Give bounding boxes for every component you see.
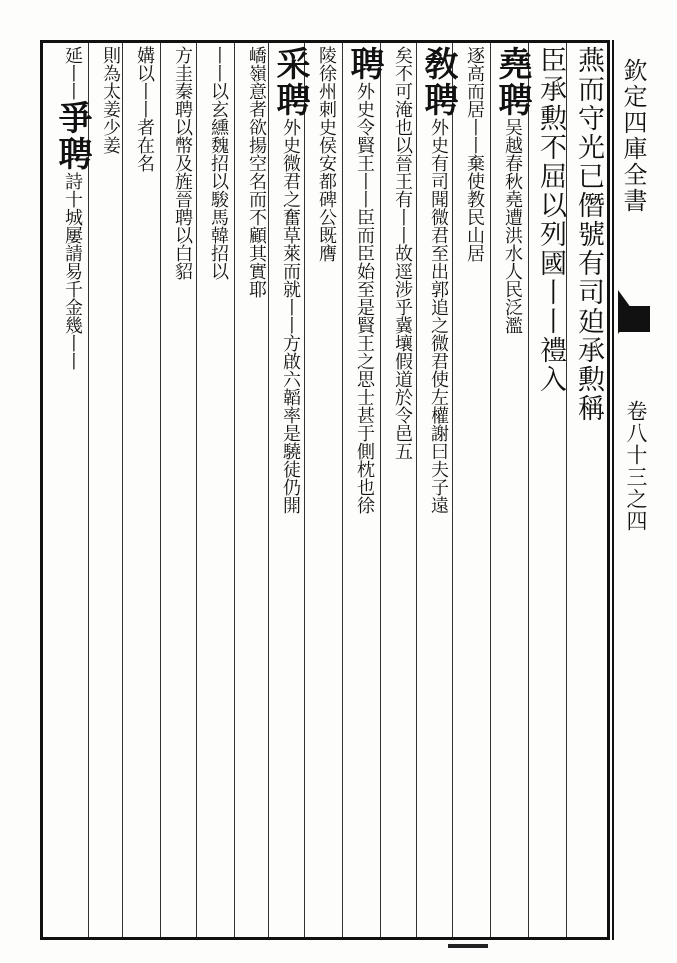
text-column [90, 46, 130, 936]
column-text: 外史微君之奮草萊而就丨丨方啟六韜率是驍徒仍開 [280, 118, 301, 514]
column-text: 陵徐州刺史侯安都碑公既膺 [316, 46, 337, 262]
header-title: 欽定四庫全書 [619, 58, 647, 214]
text-column [382, 46, 422, 936]
text-column [270, 46, 310, 936]
text-column [124, 46, 164, 936]
column-text: 詩十城屢請易千金幾丨丨 [62, 172, 83, 370]
column-text: 嶠嶺意者欲揚空名而不顧其實耶 [246, 46, 267, 298]
column-text: 矣不可淹也以晉王有丨丨故逕涉乎冀壤假道於令邑五 [392, 46, 413, 460]
entry-heading: 敎聘 [418, 46, 458, 118]
text-column [418, 46, 458, 936]
text-column [236, 46, 276, 936]
column-text: 則為太姜少姜 [100, 46, 121, 154]
column-text: 逐高而居丨丨棄使教民山居 [464, 46, 485, 262]
column-text: 臣承勲不屈以列國丨丨禮入 [535, 46, 566, 394]
column-text: 外史令賢王丨丨臣而臣始至是賢王之思士甚于側枕也徐 [354, 82, 375, 514]
entry-heading: 堯聘 [492, 46, 532, 118]
header-juan: 卷八十三之四 [624, 400, 648, 532]
text-column [492, 46, 532, 936]
entry-heading: 爭聘 [52, 100, 92, 172]
text-column [454, 46, 494, 936]
text-column [52, 46, 92, 936]
column-text: 丨丨以玄纁魏招以駿馬韓招以 [208, 46, 229, 280]
entry-heading: 采聘 [270, 46, 310, 118]
column-text: 媾以丨丨者在名 [134, 46, 155, 172]
text-column [198, 46, 238, 936]
column-text: 延丨丨 [62, 46, 83, 100]
column-text: 外史有司聞微君至出郭追之微君使左權謝曰夫子遠 [428, 118, 449, 514]
column-text: 方圭秦聘以幣及旌晉聘以白貂 [172, 46, 193, 280]
entry-heading: 聘 [344, 46, 384, 82]
text-column [162, 46, 202, 936]
page-mark [448, 944, 488, 948]
text-column [344, 46, 384, 936]
text-column [306, 46, 346, 936]
column-text: 燕而守光已僭號有司廹承勲稱 [573, 46, 604, 423]
text-column [568, 46, 608, 936]
column-text: 吴越春秋堯遭洪水人民泛濫 [502, 118, 523, 334]
fishtail-mark [618, 306, 650, 332]
text-column [530, 46, 570, 936]
